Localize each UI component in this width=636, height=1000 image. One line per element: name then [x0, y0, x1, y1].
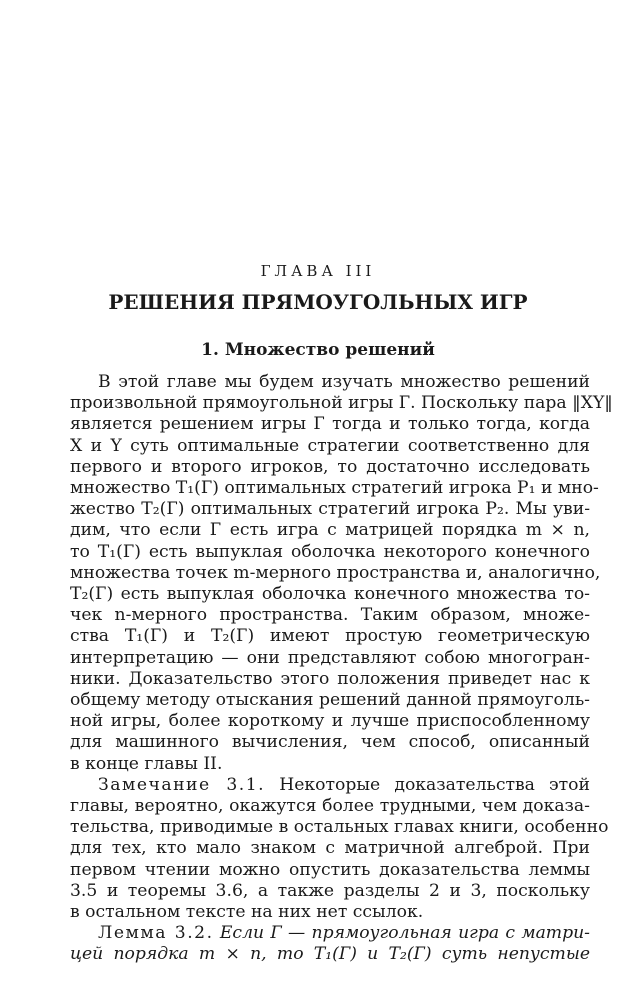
- text-line: жество T₂(Г) оптимальных стратегий игрока P₂. Мы уви-: [70, 499, 590, 520]
- text-line: первом чтении можно опустить доказательства леммы: [70, 859, 590, 880]
- text-line: 3.5 и теоремы 3.6, а также разделы 2 и 3, поскольку: [70, 880, 590, 901]
- text-line: T₂(Г) есть выпуклая оболочка конечного множества то-: [70, 584, 590, 605]
- lemma-first-line: [70, 923, 590, 944]
- text-line: тельства, приводимые в остальных главах книги, особенно: [70, 817, 609, 838]
- text-line: общему методу отыскания решений данной прямоуголь-: [70, 690, 590, 711]
- text-line: чек n-мерного пространства. Таким образом, множе-: [70, 605, 590, 626]
- remark-label: Замечание 3.1.: [98, 774, 266, 795]
- text-line: произвольной прямоугольной игры Г. Поскольку пара ‖XY‖: [70, 393, 613, 414]
- section-title: 1. Множество решений: [201, 340, 435, 360]
- text-line: цей порядка m × n, то T₁(Г) и T₂(Г) суть непустые: [70, 944, 590, 965]
- remark-first-line: [70, 775, 590, 796]
- text-line: множества точек m-мерного пространства и, аналогично,: [70, 562, 601, 583]
- text-line: интерпретацию — они представляют собою многогран-: [70, 647, 590, 668]
- text-line: ники. Доказательство этого положения приведет нас к: [70, 668, 590, 689]
- text-line: то T₁(Г) есть выпуклая оболочка некоторого конечного: [70, 541, 590, 562]
- body-text: [70, 372, 613, 966]
- lemma-text: Если Г — прямоугольная игра с матри-: [219, 923, 590, 944]
- text-line: является решением игры Г тогда и только тогда, когда: [70, 414, 590, 435]
- lemma-label: Лемма 3.2.: [98, 923, 214, 944]
- chapter-title: РЕШЕНИЯ ПРЯМОУГОЛЬНЫХ ИГР: [108, 290, 528, 314]
- text-line: в конце главы II.: [70, 753, 223, 774]
- text-line: дим, что если Г есть игра с матрицей порядка m × n,: [70, 520, 590, 541]
- text-line: В этой главе мы будем изучать множество решений: [98, 372, 590, 392]
- chapter-label: ГЛАВА III: [260, 262, 376, 280]
- text-line: главы, вероятно, окажутся более трудными, чем доказа-: [70, 796, 590, 817]
- text-line: ства T₁(Г) и T₂(Г) имеют простую геометрическую: [70, 626, 590, 647]
- text-line: в остальном тексте на них нет ссылок.: [70, 902, 424, 923]
- text-line: X и Y суть оптимальные стратегии соответственно для: [70, 435, 590, 456]
- text-line: первого и второго игроков, то достаточно исследовать: [70, 456, 590, 477]
- text-line: для машинного вычисления, чем способ, описанный: [70, 732, 590, 753]
- text-line: ной игры, более короткому и лучше приспособленному: [70, 711, 590, 732]
- text-line: для тех, кто мало знаком с матричной алгеброй. При: [70, 838, 590, 859]
- remark-text: Некоторые доказательства этой: [279, 774, 590, 795]
- text-line: множество T₁(Г) оптимальных стратегий игрока P₁ и мно-: [70, 478, 599, 499]
